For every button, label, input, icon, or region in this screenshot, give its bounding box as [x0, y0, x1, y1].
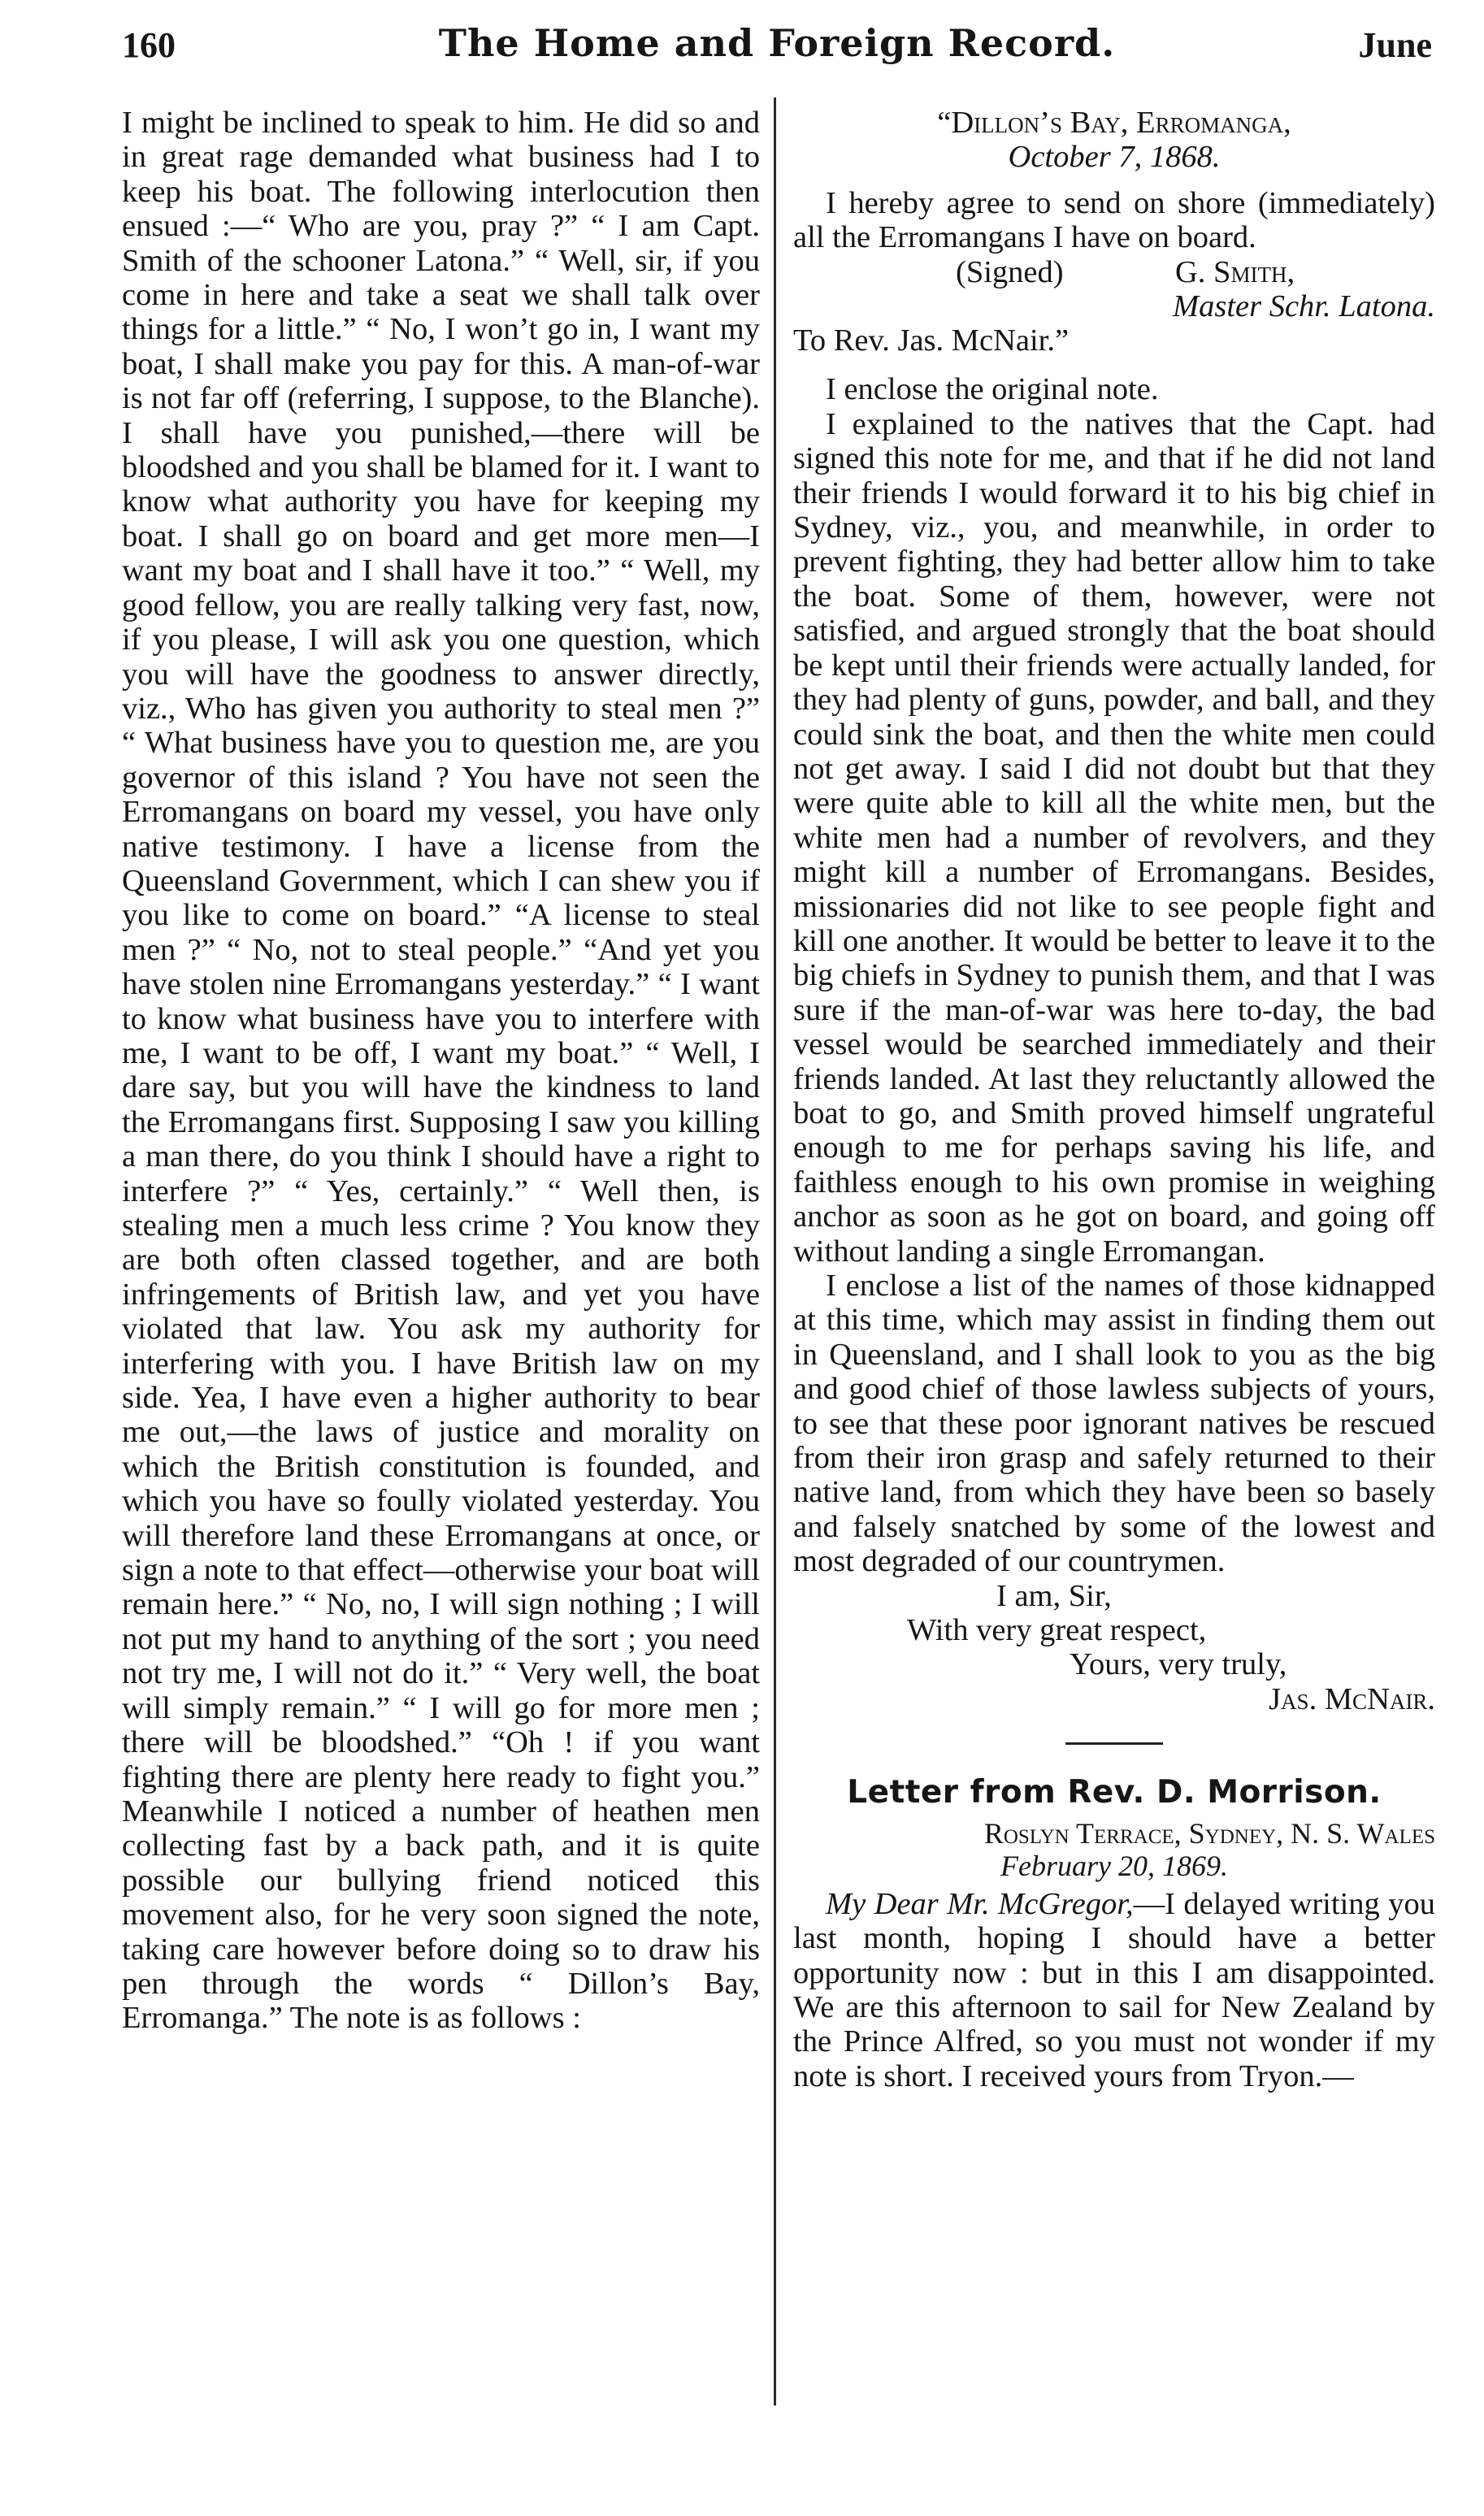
- letter-date-wrap: [793, 1850, 1435, 1882]
- note-signed-label: (Signed): [956, 254, 1064, 289]
- column-divider: [774, 98, 776, 2405]
- letter-body: —I delayed writing you last month, hoping I should have a better opportunity now : but in this I am disappointed. We are this afternoon to sail for New Zealand by the Prince Alfred, so you must not wonder if my note is short. I received yours from Tryon.—: [793, 1886, 1436, 2093]
- closing-yours: Yours, very truly,: [1070, 1647, 1287, 1682]
- left-column-text: I might be inclined to speak to him. He did so and in great rage demanded what business had I to keep his boat. The following interlocution then ensued :—“ Who are you, pray ?” “ I am Capt. Smith of the schooner Latona.” “ Well, sir, if you come in here and take a seat we shall talk over things for a little.” “ No, I won’t go in, I want my boat, I shall make you pay for this. A man-of-war is not far off (referring, I suppose, to the Blanche). I shall have you punished,—there will be bloodshed and you shall be blamed for it. I want to know what authority you have for keeping my boat. I shall go on board and get more men—I want my boat and I shall have it too.” “ Well, my good fellow, you are really talking very fast, now, if you please, I will ask you one question, which you will have the goodness to answer directly, viz., Who has given you authority to steal men ?” “ What business have you to question me, are you governor of this island ? You have not seen the Erromangans on board my vessel, you have only native testimony. I have a license from the Queensland Government, which I can shew you if you like to come on board.” “A license to steal men ?” “ No, not to steal people.” “And yet you have stolen nine Erromangans yesterday.” “ I want to know what business have you to interfere with me, I want to be off, I want my boat.” “ Well, I dare say, but you will have the kindness to land the Erromangans first. Supposing I saw you killing a man there, do you think I should have a right to interfere ?” “ Yes, certainly.” “ Well then, is stealing men a much less crime ? You know they are both often classed together, and are both infringements of British law, and yet you have violated that law. You ask my authority for interfering with you. I have British law on my side. Yea, I have even a higher authority to bear me out,—the laws of justice and morality on which the British constitution is founded, and which you have so foully violated yesterday. You will therefore land these Erromangans at once, or sign a note to that effect—otherwise your boat will remain here.” “ No, no, I will sign nothing ; I will not put my hand to anything of the sort ; you need not try me, I will not do it.” “ Very well, the boat will simply remain.” “ I will go for more men ; there will be bloodshed.” “Oh ! if you want fighting there are plenty here ready to fight you.” Meanwhile I noticed a number of heathen men collecting fast by a back path, and it is quite possible our bullying friend noticed this movement also, for he very soon signed the note, taking care however before doing so to draw his pen through the words “ Dillon’s Bay, Erromanga.” The note is as follows :: [122, 106, 760, 2036]
- para-list: I enclose a list of the names of those kidnapped at this time, which may assist in finding them out in Queensland, and I shall look to you as the big and good chief of those lawless subjects of yours, to see that these poor ignorant natives be rescued from their iron grasp and safely returned to their native land, from which they have been so basely and falsely snatched by some of the lowest and most degraded of our countrymen.: [793, 1269, 1435, 1579]
- note-body: I hereby agree to send on shore (immediately) all the Erromangans I have on board.: [793, 185, 1435, 255]
- note-addressee: To Rev. Jas. McNair.”: [793, 323, 1070, 358]
- left-column: [122, 106, 760, 2036]
- letter-address: Roslyn Terrace, Sydney, N. S. Wales: [983, 1816, 1435, 1850]
- closing-name: Jas. McNair.: [1269, 1681, 1435, 1716]
- note-heading-date: October 7, 1868.: [1008, 140, 1221, 175]
- right-column: [793, 106, 1435, 2093]
- note-signature-line: [793, 255, 1435, 289]
- running-title: The Home and Foreign Record.: [438, 21, 1116, 65]
- closing-respect: With very great respect,: [907, 1613, 1207, 1648]
- note-signer-title: Master Schr. Latona.: [1173, 288, 1435, 323]
- letter-date: February 20, 1869.: [1000, 1849, 1228, 1882]
- section-separator: [1065, 1742, 1163, 1745]
- letter-title: Letter from Rev. D. Morrison.: [847, 1774, 1382, 1811]
- closing-iam: I am, Sir,: [996, 1578, 1112, 1613]
- issue-month: June: [1358, 25, 1432, 65]
- letter-salutation: My Dear Mr. McGregor,: [826, 1886, 1134, 1921]
- page-header: [122, 21, 1432, 88]
- page-number: 160: [122, 25, 176, 65]
- note-signer: G. Smith,: [1175, 254, 1295, 289]
- para-explained: I explained to the natives that the Capt. had signed this note for me, and that if he did not land their friends I would forward it to his big chief in Sydney, viz., you, and meanwhile, in order to prevent fighting, they had better allow him to take the boat. Some of them, however, were not satisfied, and argued strongly that the boat should be kept until their friends were actually landed, for they had plenty of guns, powder, and ball, and they could sink the boat, and then the white men could not get away. I said I did not doubt but that they were quite able to kill all the white men, but the white men had a number of revolvers, and they might kill a number of Erromangans. Besides, missionaries did not like to see people fight and kill one another. It would be better to leave it to the big chiefs in Sydney to punish them, and that I was sure if the man-of-war was here to-day, the bad vessel would be searched immediately and their friends landed. At last they reluctantly allowed the boat to go, and Smith proved himself ungrateful enough to me for perhaps saving his life, and faithless enough to his own promise in weighing anchor as soon as he got on board, and going off without landing a single Erromangan.: [793, 406, 1435, 1269]
- note-heading-place: “Dillon’s Bay, Erromanga,: [937, 106, 1291, 140]
- para-enclose: I enclose the original note.: [826, 372, 1159, 407]
